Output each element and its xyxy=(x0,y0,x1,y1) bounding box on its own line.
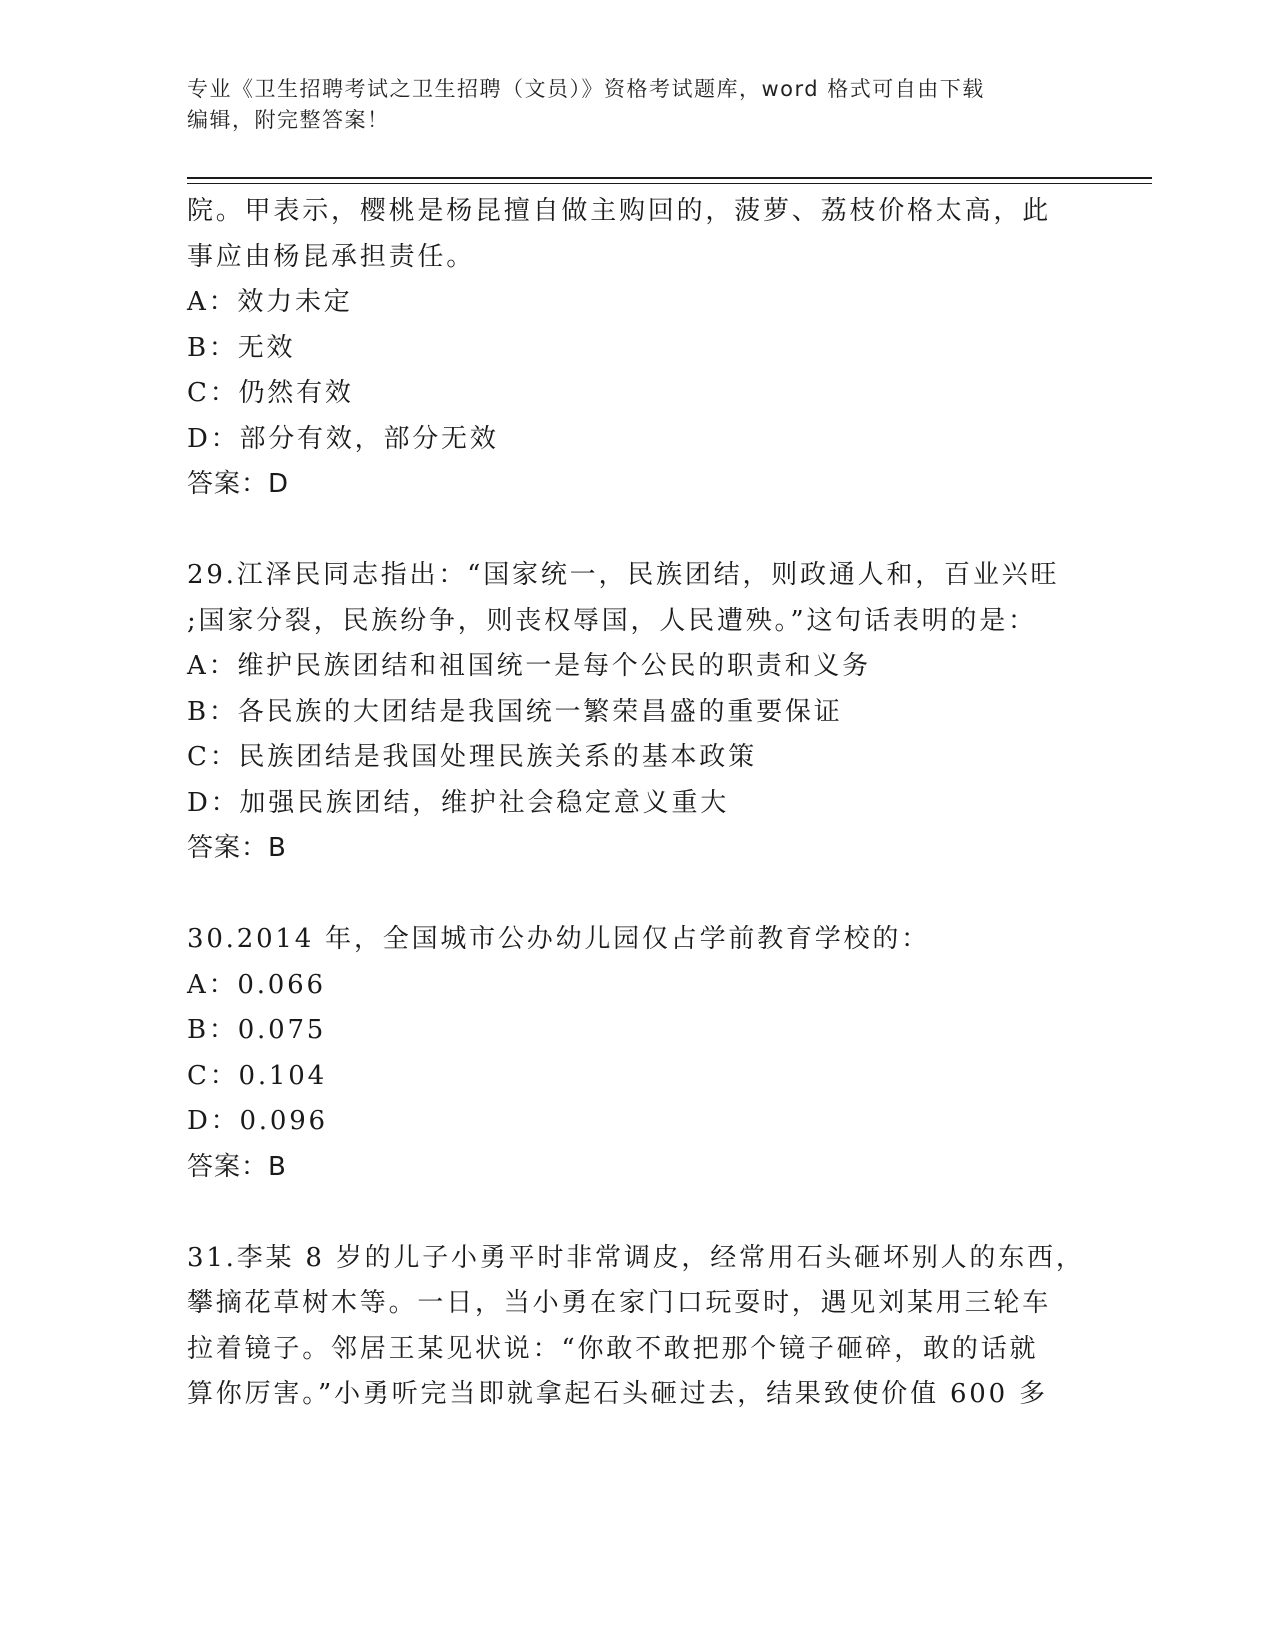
option-a: A：效力未定 xyxy=(187,287,353,317)
question-31 xyxy=(187,1236,1087,1418)
question-stem-line: 31.李某 8 岁的儿子小勇平时非常调皮，经常用石头砸坏别人的东西， xyxy=(187,1242,1085,1273)
question-stem-line: 30.2014 年，全国城市公办幼儿园仅占学前教育学校的： xyxy=(187,924,930,954)
answer-line: 答案：B xyxy=(187,1151,287,1182)
header-divider-thin xyxy=(187,183,1152,184)
answer-line: 答案：B xyxy=(187,833,287,863)
question-30 xyxy=(187,917,1087,1190)
spacer xyxy=(187,508,1087,554)
question-stem-line: 拉着镜子。邻居王某见状说：“你敢不敢把那个镜子砸碎，敢的话就 xyxy=(187,1333,1039,1364)
question-stem-line: 算你厉害。”小勇听完当即就拿起石头砸过去，结果致使价值 600 多 xyxy=(187,1379,1048,1409)
option-d: D：加强民族团结，维护社会稳定意义重大 xyxy=(187,787,730,818)
question-stem-line: ;国家分裂，民族纷争，则丧权辱国，人民遭殃。”这句话表明的是： xyxy=(187,605,1037,636)
option-c: C：仍然有效 xyxy=(187,378,354,408)
question-stem-line: 攀摘花草树木等。一日，当小勇在家门口玩耍时，遇见刘某用三轮车 xyxy=(187,1288,1052,1318)
option-c: C：民族团结是我国处理民族关系的基本政策 xyxy=(187,742,757,772)
spacer xyxy=(187,872,1087,918)
question-content xyxy=(187,189,1087,1418)
option-b: B：无效 xyxy=(187,332,296,363)
header-line-2: 编辑，附完整答案！ xyxy=(187,108,390,132)
question-stem-line: 29.江泽民同志指出：“国家统一，民族团结，则政通人和，百业兴旺 xyxy=(187,560,1060,590)
question-28 xyxy=(187,189,1087,508)
option-d: D：0.096 xyxy=(187,1106,328,1136)
option-c: C：0.104 xyxy=(187,1060,327,1091)
header-line-1: 专业《卫生招聘考试之卫生招聘（文员）》资格考试题库，word 格式可自由下载 xyxy=(187,77,985,101)
question-stem-line: 事应由杨昆承担责任。 xyxy=(187,241,476,272)
question-stem-line: 院。甲表示，樱桃是杨昆擅自做主购回的，菠萝、荔枝价格太高，此 xyxy=(187,196,1052,226)
option-a: A：0.066 xyxy=(187,969,326,1000)
document-header xyxy=(187,74,1087,136)
option-b: B：各民族的大团结是我国统一繁荣昌盛的重要保证 xyxy=(187,696,843,727)
header-divider-thick xyxy=(187,177,1152,179)
option-a: A：维护民族团结和祖国统一是每个公民的职责和义务 xyxy=(187,651,871,681)
spacer xyxy=(187,1190,1087,1236)
answer-line: 答案：D xyxy=(187,469,290,499)
question-29 xyxy=(187,553,1087,872)
option-d: D：部分有效，部分无效 xyxy=(187,423,499,454)
option-b: B：0.075 xyxy=(187,1015,327,1045)
